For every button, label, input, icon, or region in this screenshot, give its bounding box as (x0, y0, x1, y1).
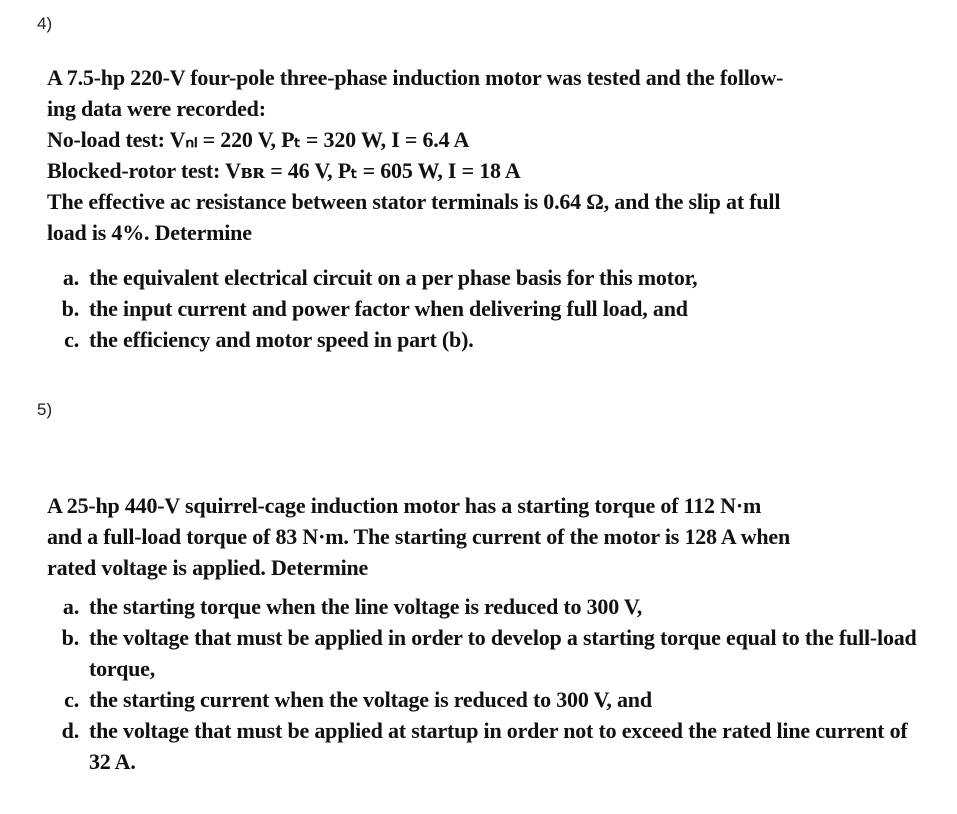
problem-4-line: The effective ac resistance between stator terminals is 0.64 Ω, and the slip at full (47, 189, 781, 214)
part-label: a. (62, 265, 79, 290)
list-item (47, 684, 917, 715)
part-text: the voltage that must be applied at startup in order not to exceed the rated line current of 32 A. (89, 718, 908, 774)
problem-4-parts (47, 262, 917, 355)
no-load-test-line: No-load test: Vₙₗ = 220 V, Pₜ = 320 W, I = 6.4 A (47, 127, 470, 152)
part-label: b. (61, 625, 79, 650)
part-text: the input current and power factor when delivering full load, and (89, 296, 688, 321)
list-item (47, 293, 917, 324)
problem-5 (47, 490, 917, 777)
list-item (47, 591, 917, 622)
part-label: c. (64, 687, 79, 712)
problem-5-line: rated voltage is applied. Determine (47, 555, 369, 580)
problem-4-line: A 7.5-hp 220-V four-pole three-phase induction motor was tested and the follow- (47, 65, 784, 90)
problem-5-line: A 25-hp 440-V squirrel-cage induction motor has a starting torque of 112 N·m (47, 493, 762, 518)
part-text: the efficiency and motor speed in part (b). (89, 327, 474, 352)
part-label: d. (61, 718, 79, 743)
problem-5-parts (47, 591, 917, 777)
part-label: a. (62, 594, 79, 619)
list-item (47, 262, 917, 293)
problem-5-number: 5) (37, 400, 53, 419)
problem-4-line: load is 4%. Determine (47, 220, 252, 245)
part-label: c. (64, 327, 79, 352)
part-text: the voltage that must be applied in order to develop a starting torque equal to the full-load torque, (89, 625, 917, 681)
blocked-rotor-test-line: Blocked-rotor test: Vʙʀ = 46 V, Pₜ = 605 W, I = 18 A (47, 158, 521, 183)
problem-4 (47, 62, 917, 355)
list-item (47, 324, 917, 355)
part-text: the starting current when the voltage is reduced to 300 V, and (89, 687, 652, 712)
problem-4-number: 4) (37, 14, 53, 33)
part-text: the starting torque when the line voltage is reduced to 300 V, (89, 594, 643, 619)
part-text: the equivalent electrical circuit on a per phase basis for this motor, (89, 265, 698, 290)
list-item (47, 622, 917, 684)
problem-4-line: ing data were recorded: (47, 96, 266, 121)
part-label: b. (61, 296, 79, 321)
problem-5-line: and a full-load torque of 83 N·m. The starting current of the motor is 128 A when (47, 524, 791, 549)
list-item (47, 715, 917, 777)
